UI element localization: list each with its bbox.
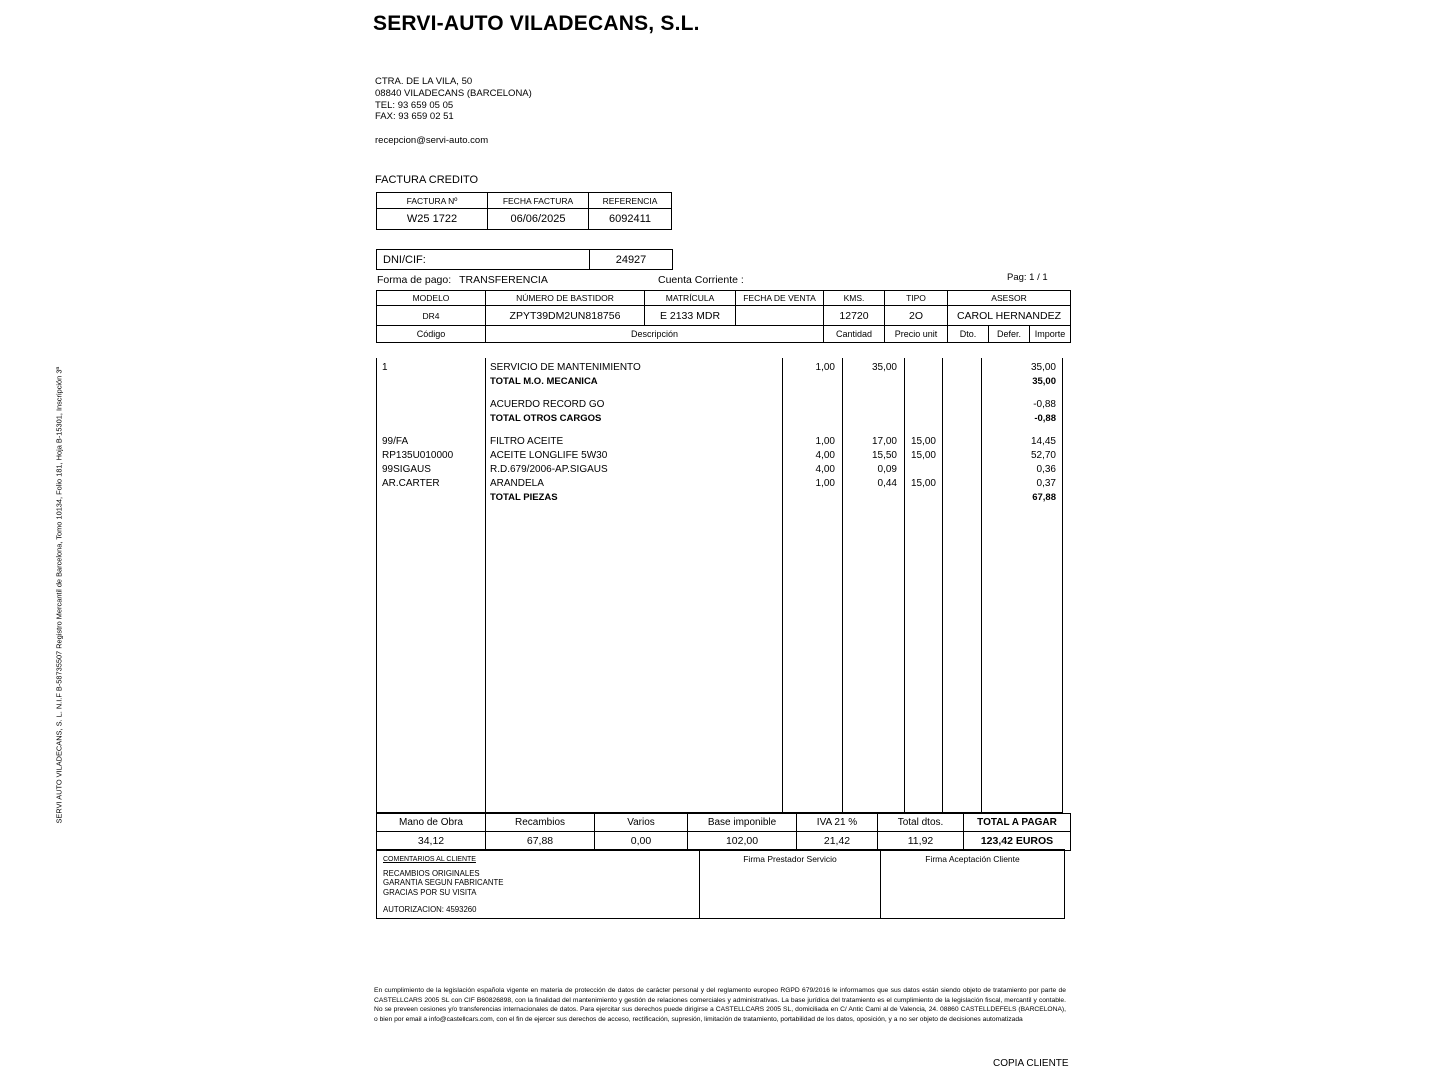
company-name: SERVI-AUTO VILADECANS, S.L.	[373, 12, 700, 35]
comment-line: GARANTIA SEGUN FABRICANTE	[383, 878, 504, 888]
invoice-number-header: FACTURA Nº	[377, 193, 488, 209]
copy-label: COPIA CLIENTE	[993, 1058, 1069, 1069]
item-row	[376, 361, 1063, 375]
item-precio-unit: 0,09	[877, 464, 897, 475]
vehicle-tipo-header: TIPO	[885, 291, 948, 306]
invoice-reference-value: 6092411	[589, 209, 672, 230]
item-cantidad: 4,00	[815, 464, 835, 475]
company-address-block	[375, 76, 532, 147]
items-cantidad-header: Cantidad	[824, 326, 885, 343]
comments-lines	[383, 869, 693, 898]
item-descripcion: FILTRO ACEITE	[490, 436, 564, 447]
item-cantidad: 4,00	[815, 450, 835, 461]
total-dtos-header: Total dtos.	[878, 814, 964, 832]
vehicle-kms-header: KMS.	[824, 291, 885, 306]
items-rows-container	[376, 361, 1063, 505]
item-importe: 52,70	[1030, 450, 1056, 461]
invoice-header-table	[376, 192, 672, 230]
vehicle-header-row	[377, 291, 1071, 306]
item-precio-unit: 35,00	[871, 362, 897, 373]
item-row	[376, 449, 1063, 463]
dni-value: 24927	[590, 250, 673, 270]
item-dto: 15,00	[910, 478, 936, 489]
total-recambios-header: Recambios	[486, 814, 595, 832]
footer-table	[376, 849, 1065, 919]
item-row	[376, 477, 1063, 491]
item-dto: 15,00	[910, 450, 936, 461]
item-descripcion: TOTAL PIEZAS	[490, 492, 558, 503]
vehicle-modelo-value: DR4	[377, 306, 486, 326]
item-codigo: 1	[382, 362, 388, 373]
item-row-spacer	[376, 389, 1063, 398]
signature-provider-cell[interactable]	[700, 850, 881, 919]
vehicle-kms-value: 12720	[824, 306, 885, 326]
signature-customer-label: Firma Aceptación Cliente	[925, 854, 1020, 864]
document-type-label: FACTURA CREDITO	[375, 174, 479, 186]
total-recambios-value: 67,88	[486, 832, 595, 851]
comments-title: COMENTARIOS AL CLIENTE	[383, 856, 476, 863]
item-row	[376, 375, 1063, 389]
item-precio-unit: 0,44	[877, 478, 897, 489]
page-indicator: Pag: 1 / 1	[1007, 272, 1048, 283]
items-defer-header: Defer.	[989, 326, 1030, 343]
invoice-date-value: 06/06/2025	[488, 209, 589, 230]
bank-account-label: Cuenta Corriente :	[658, 274, 744, 286]
item-codigo: RP135U010000	[382, 450, 454, 461]
total-mano-obra-header: Mano de Obra	[377, 814, 486, 832]
comment-line: GRACIAS POR SU VISITA	[383, 887, 477, 897]
items-importe-header: Importe	[1030, 326, 1071, 343]
customer-id-table	[376, 249, 673, 270]
invoice-header-values-row	[377, 209, 672, 230]
address-line-1: CTRA. DE LA VILA, 50	[375, 76, 473, 87]
address-line-2: 08840 VILADECANS (BARCELONA)	[375, 87, 532, 99]
total-varios-header: Varios	[595, 814, 688, 832]
item-descripcion: ACEITE LONGLIFE 5W30	[490, 450, 608, 461]
total-iva-value: 21,42	[797, 832, 878, 851]
vehicle-values-row	[377, 306, 1071, 326]
items-precio-header: Precio unit	[885, 326, 948, 343]
total-base-imponible-value: 102,00	[688, 832, 797, 851]
total-varios-value: 0,00	[595, 832, 688, 851]
vehicle-fecha-venta-header: FECHA DE VENTA	[736, 291, 824, 306]
invoice-date-header: FECHA FACTURA	[488, 193, 589, 209]
fax: FAX: 93 659 02 51	[375, 111, 454, 123]
vehicle-matricula-header: MATRÍCULA	[645, 291, 736, 306]
items-codigo-header: Código	[377, 326, 486, 343]
total-dtos-value: 11,92	[878, 832, 964, 851]
total-iva-header: IVA 21 %	[797, 814, 878, 832]
item-descripcion: ARANDELA	[490, 478, 544, 489]
vehicle-bastidor-header: NÚMERO DE BASTIDOR	[486, 291, 645, 306]
item-importe: 67,88	[1032, 492, 1056, 503]
dni-label: DNI/CIF:	[377, 250, 590, 270]
total-mano-obra-value: 34,12	[377, 832, 486, 851]
item-importe: 35,00	[1030, 362, 1056, 373]
payment-method-value: TRANSFERENCIA	[459, 274, 548, 286]
customer-id-row	[377, 250, 673, 270]
comments-cell	[377, 850, 700, 919]
item-importe: 35,00	[1032, 376, 1056, 387]
invoice-header-labels-row	[377, 193, 672, 209]
item-row	[376, 491, 1063, 505]
footer-row	[377, 850, 1065, 919]
vehicle-asesor-value: CAROL HERNANDEZ	[948, 306, 1071, 326]
vehicle-matricula-value: E 2133 MDR	[645, 306, 736, 326]
item-precio-unit: 15,50	[871, 450, 897, 461]
items-header-row	[377, 326, 1071, 343]
item-importe: 0,36	[1036, 464, 1056, 475]
payment-method-label: Forma de pago:	[377, 274, 452, 286]
item-descripcion: R.D.679/2006-AP.SIGAUS	[490, 464, 608, 475]
item-descripcion: SERVICIO DE MANTENIMIENTO	[490, 362, 641, 373]
total-a-pagar-value: 123,42 EUROS	[964, 832, 1071, 851]
item-importe: -0,88	[1033, 399, 1056, 410]
items-body	[376, 358, 1063, 813]
registry-side-text: SERVI AUTO VILADECANS, S. L. N.I.F B-58735507 Registro Mercantil de Barcelona, Tomo 10134, Folio 181, Hoja B-15301, Inscripción 3ª	[54, 366, 64, 824]
vehicle-tipo-value: 2O	[885, 306, 948, 326]
item-cantidad: 1,00	[815, 436, 835, 447]
item-codigo: AR.CARTER	[382, 478, 440, 489]
item-row	[376, 435, 1063, 449]
item-dto: 15,00	[910, 436, 936, 447]
invoice-reference-header: REFERENCIA	[589, 193, 672, 209]
comment-line: RECAMBIOS ORIGINALES	[383, 868, 480, 878]
item-codigo: 99/FA	[382, 436, 409, 447]
vehicle-bastidor-value: ZPYT39DM2UN818756	[486, 306, 645, 326]
signature-provider-label: Firma Prestador Servicio	[743, 854, 837, 864]
totals-table	[376, 813, 1071, 851]
item-codigo: 99SIGAUS	[382, 464, 431, 475]
item-precio-unit: 17,00	[871, 436, 897, 447]
item-descripcion: TOTAL OTROS CARGOS	[490, 413, 602, 424]
item-importe: 14,45	[1030, 436, 1056, 447]
comments-content	[377, 850, 699, 915]
item-row	[376, 463, 1063, 477]
item-importe: 0,37	[1036, 478, 1056, 489]
item-descripcion: TOTAL M.O. MECANICA	[490, 376, 598, 387]
totals-header-row	[377, 814, 1071, 832]
total-base-imponible-header: Base imponible	[688, 814, 797, 832]
item-row	[376, 398, 1063, 412]
items-dto-header: Dto.	[948, 326, 989, 343]
authorization-number: AUTORIZACION: 4593260	[383, 905, 477, 915]
item-cantidad: 1,00	[815, 478, 835, 489]
item-importe: -0,88	[1034, 413, 1056, 424]
telephone: TEL: 93 659 05 05	[375, 99, 454, 111]
vehicle-modelo-header: MODELO	[377, 291, 486, 306]
vehicle-asesor-header: ASESOR	[948, 291, 1071, 306]
vehicle-fecha-venta-value	[736, 306, 824, 326]
payment-method	[377, 274, 548, 286]
totals-values-row	[377, 832, 1071, 851]
email-address: recepcion@servi-auto.com	[375, 135, 489, 147]
item-descripcion: ACUERDO RECORD GO	[490, 399, 605, 410]
signature-customer-cell[interactable]	[881, 850, 1065, 919]
total-a-pagar-header: TOTAL A PAGAR	[964, 814, 1071, 832]
invoice-number-value: W25 1722	[377, 209, 488, 230]
item-row	[376, 412, 1063, 426]
items-descripcion-header: Descripción	[486, 326, 824, 343]
item-row-spacer	[376, 426, 1063, 435]
legal-privacy-text: En cumplimiento de la legislación española vigente en materia de protección de datos de carácter personal y del reglamento europeo RGPD 679/2016 le informamos que sus datos están siendo objeto de tratamiento por parte de CASTELLCARS 2005 SL con CIF B60826898, con la finalidad del mantenimiento y gestión de relaciones comerciales y administrativas. La base jurídica del tratamiento es el cumplimiento de la legislación fiscal, mercantil y contable. No se preveen cesiones y/o transferencias internacionales de datos. Para ejercitar sus derechos puede dirigirse a CASTELLCARS 2005 SL, domiciliada en C/ Antic Cami al de Valencia, 24. 08860 CASTELLDEFELS (BARCELONA), o bien por email a info@castellcars.com, con el fin de ejercer sus derechos de acceso, rectificación, supresión, limitación de tratamiento, portabilidad de los datos, oposición, y a no ser objeto de decisiones automatizada	[374, 987, 1066, 1023]
item-cantidad: 1,00	[815, 362, 835, 373]
vehicle-info-table	[376, 290, 1071, 343]
